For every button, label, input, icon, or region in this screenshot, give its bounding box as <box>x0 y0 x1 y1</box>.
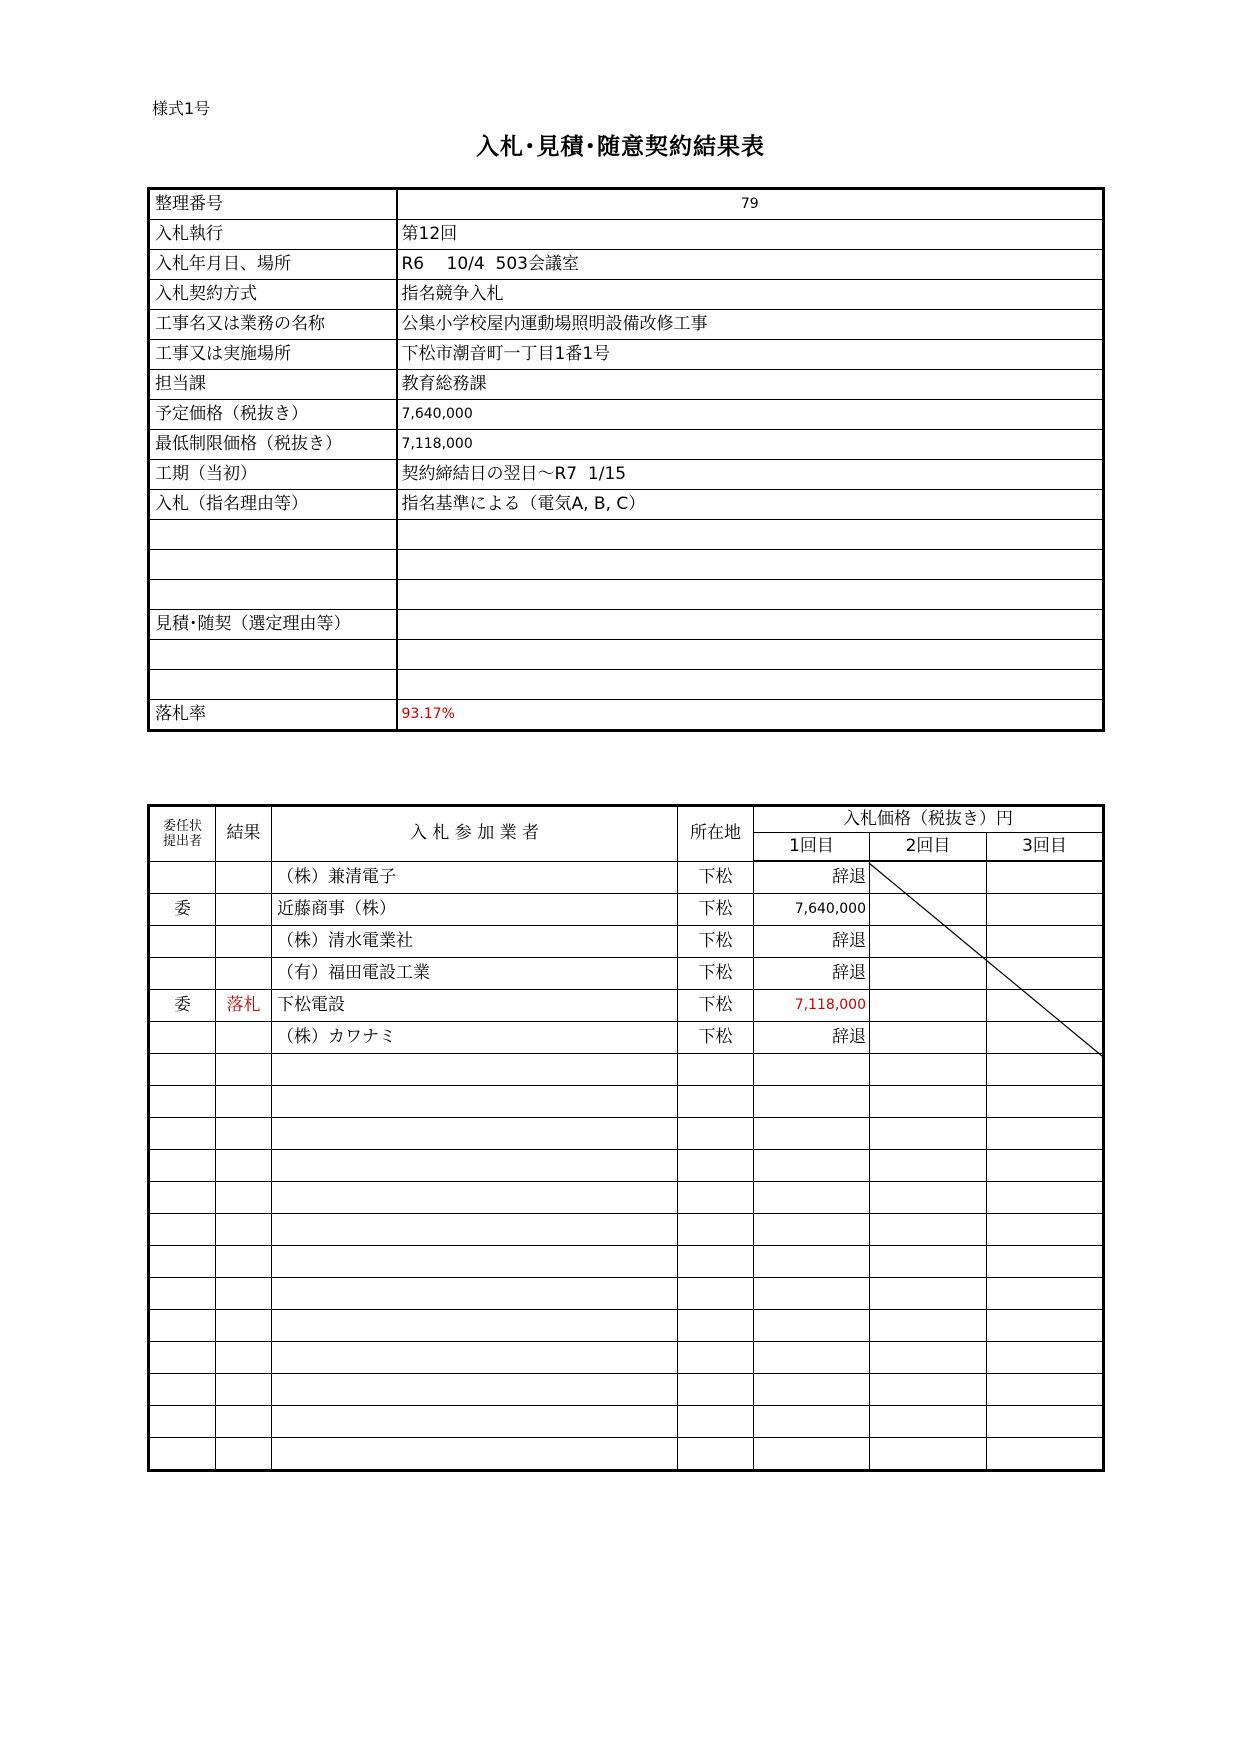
info-row-estimated-price <box>149 400 1104 430</box>
cell-proxy <box>149 861 216 894</box>
cell-result <box>216 1150 272 1182</box>
bidder-row <box>149 1086 1104 1118</box>
cell-round3 <box>987 926 1104 958</box>
cell-round2 <box>870 1310 987 1342</box>
cell-round3 <box>987 1406 1104 1438</box>
cell-round1 <box>754 1342 870 1374</box>
bidder-row <box>149 1150 1104 1182</box>
info-row-reference-number <box>149 189 1104 220</box>
bidder-row <box>149 1278 1104 1310</box>
cell-round1 <box>754 1086 870 1118</box>
header-round1: 1回目 <box>754 833 870 862</box>
cell-location <box>678 1182 754 1214</box>
cell-round3 <box>987 1054 1104 1086</box>
cell-round2 <box>870 1182 987 1214</box>
cell-proxy <box>149 1086 216 1118</box>
cell-result <box>216 1438 272 1471</box>
info-label: 工事又は実施場所 <box>149 340 397 370</box>
cell-round2 <box>870 1406 987 1438</box>
info-value: 指名競争入札 <box>397 280 1104 310</box>
cell-location: 下松 <box>678 1022 754 1054</box>
cell-location <box>678 1374 754 1406</box>
info-label <box>149 640 397 670</box>
cell-round3 <box>987 1278 1104 1310</box>
cell-proxy <box>149 1278 216 1310</box>
info-value <box>397 580 1104 610</box>
header-location: 所在地 <box>678 806 754 862</box>
cell-proxy <box>149 958 216 990</box>
cell-result <box>216 861 272 894</box>
info-row-work-name <box>149 310 1104 340</box>
info-label <box>149 550 397 580</box>
cell-round1 <box>754 1310 870 1342</box>
header-bidder: 入 札 参 加 業 者 <box>272 806 678 862</box>
cell-proxy <box>149 1438 216 1471</box>
cell-result <box>216 958 272 990</box>
cell-location <box>678 1118 754 1150</box>
cell-location <box>678 1214 754 1246</box>
cell-round3 <box>987 990 1104 1022</box>
cell-bidder-name: 下松電設 <box>272 990 678 1022</box>
cell-result <box>216 1214 272 1246</box>
cell-round2 <box>870 1438 987 1471</box>
info-label: 最低制限価格（税抜き） <box>149 430 397 460</box>
info-value: R6 10/4 503会議室 <box>397 250 1104 280</box>
bidder-row <box>149 1406 1104 1438</box>
info-row-work-location <box>149 340 1104 370</box>
cell-round2 <box>870 958 987 990</box>
cell-location: 下松 <box>678 958 754 990</box>
info-row-blank <box>149 640 1104 670</box>
bidder-row <box>149 1214 1104 1246</box>
cell-proxy <box>149 1406 216 1438</box>
bidder-row <box>149 1118 1104 1150</box>
info-label: 入札契約方式 <box>149 280 397 310</box>
info-label: 整理番号 <box>149 189 397 220</box>
cell-bidder-name <box>272 1246 678 1278</box>
cell-location <box>678 1310 754 1342</box>
info-value: 公集小学校屋内運動場照明設備改修工事 <box>397 310 1104 340</box>
info-label: 入札年月日、場所 <box>149 250 397 280</box>
page-title: 入札･見積･随意契約結果表 <box>476 134 765 160</box>
cell-proxy <box>149 1342 216 1374</box>
cell-bidder-name <box>272 1342 678 1374</box>
contract-info-table <box>147 187 1105 732</box>
cell-round3 <box>987 1374 1104 1406</box>
info-value: 7,118,000 <box>397 430 1104 460</box>
cell-bidder-name: （株）兼清電子 <box>272 861 678 894</box>
cell-round1: 辞退 <box>754 861 870 894</box>
bidder-row <box>149 1246 1104 1278</box>
cell-round2 <box>870 1278 987 1310</box>
cell-proxy <box>149 1118 216 1150</box>
cell-bidder-name <box>272 1374 678 1406</box>
info-row-department <box>149 370 1104 400</box>
cell-round1 <box>754 1054 870 1086</box>
info-value: 契約締結日の翌日～R7 1/15 <box>397 460 1104 490</box>
bidder-row <box>149 1182 1104 1214</box>
header-price-group: 入札価格（税抜き）円 <box>754 806 1104 833</box>
info-row-date-place <box>149 250 1104 280</box>
cell-proxy <box>149 1246 216 1278</box>
cell-bidder-name <box>272 1310 678 1342</box>
cell-result <box>216 1342 272 1374</box>
info-value <box>397 520 1104 550</box>
cell-round1 <box>754 1374 870 1406</box>
cell-round1 <box>754 1182 870 1214</box>
cell-round2 <box>870 1150 987 1182</box>
bidders-header-row <box>149 806 1104 833</box>
cell-location: 下松 <box>678 894 754 926</box>
cell-round3 <box>987 894 1104 926</box>
bidders-table <box>147 804 1105 1472</box>
cell-round1 <box>754 1214 870 1246</box>
cell-result <box>216 1406 272 1438</box>
cell-location: 下松 <box>678 926 754 958</box>
info-row-bid-execution <box>149 220 1104 250</box>
bidder-row <box>149 1438 1104 1471</box>
cell-round2 <box>870 1246 987 1278</box>
cell-round1: 辞退 <box>754 958 870 990</box>
info-label <box>149 580 397 610</box>
info-label: 見積･随契（選定理由等） <box>149 610 397 640</box>
cell-proxy <box>149 926 216 958</box>
cell-round3 <box>987 1150 1104 1182</box>
bidder-row <box>149 1374 1104 1406</box>
info-label: 入札執行 <box>149 220 397 250</box>
cell-round1: 辞退 <box>754 926 870 958</box>
cell-result <box>216 1022 272 1054</box>
cell-proxy <box>149 1214 216 1246</box>
header-result: 結果 <box>216 806 272 862</box>
info-value: 教育総務課 <box>397 370 1104 400</box>
header-proxy-line1: 委任状 <box>162 818 202 834</box>
cell-result <box>216 1246 272 1278</box>
cell-round1 <box>754 1278 870 1310</box>
info-label: 工期（当初） <box>149 460 397 490</box>
info-label: 工事名又は業務の名称 <box>149 310 397 340</box>
cell-round3 <box>987 1086 1104 1118</box>
cell-proxy <box>149 1310 216 1342</box>
cell-round2 <box>870 1214 987 1246</box>
info-value: 第12回 <box>397 220 1104 250</box>
cell-round3 <box>987 1438 1104 1471</box>
cell-result <box>216 1182 272 1214</box>
cell-result <box>216 1278 272 1310</box>
info-row-blank <box>149 670 1104 700</box>
bidder-row <box>149 1022 1104 1054</box>
cell-result <box>216 926 272 958</box>
cell-bidder-name <box>272 1438 678 1471</box>
cell-round1 <box>754 1150 870 1182</box>
info-row-minimum-price <box>149 430 1104 460</box>
info-row-blank <box>149 580 1104 610</box>
cell-location <box>678 1150 754 1182</box>
cell-result <box>216 1086 272 1118</box>
info-value <box>397 640 1104 670</box>
info-row-contract-method <box>149 280 1104 310</box>
cell-location <box>678 1054 754 1086</box>
cell-location: 下松 <box>678 990 754 1022</box>
cell-round3 <box>987 958 1104 990</box>
cell-proxy <box>149 1150 216 1182</box>
cell-bidder-name: （有）福田電設工業 <box>272 958 678 990</box>
cell-round3 <box>987 1310 1104 1342</box>
info-label: 入札（指名理由等） <box>149 490 397 520</box>
cell-bidder-name: （株）清水電業社 <box>272 926 678 958</box>
cell-bidder-name: （株）カワナミ <box>272 1022 678 1054</box>
cell-location <box>678 1406 754 1438</box>
cell-proxy <box>149 1182 216 1214</box>
cell-bidder-name <box>272 1054 678 1086</box>
info-row-blank <box>149 550 1104 580</box>
cell-location <box>678 1342 754 1374</box>
bidder-row <box>149 990 1104 1022</box>
info-label: 予定価格（税抜き） <box>149 400 397 430</box>
cell-round2 <box>870 894 987 926</box>
cell-result <box>216 1054 272 1086</box>
info-row-bid-reason <box>149 490 1104 520</box>
info-value: 93.17% <box>397 700 1104 731</box>
cell-round1 <box>754 1438 870 1471</box>
cell-result <box>216 1310 272 1342</box>
cell-round3 <box>987 1214 1104 1246</box>
info-value: 指名基準による（電気A, B, C） <box>397 490 1104 520</box>
info-value <box>397 550 1104 580</box>
cell-location <box>678 1086 754 1118</box>
bidder-row <box>149 894 1104 926</box>
cell-proxy: 委 <box>149 990 216 1022</box>
cell-round3 <box>987 861 1104 894</box>
cell-round2 <box>870 861 987 894</box>
info-value <box>397 610 1104 640</box>
cell-bidder-name <box>272 1150 678 1182</box>
cell-proxy <box>149 1374 216 1406</box>
info-value: 下松市潮音町一丁目1番1号 <box>397 340 1104 370</box>
cell-location <box>678 1438 754 1471</box>
cell-result: 落札 <box>216 990 272 1022</box>
cell-bidder-name <box>272 1086 678 1118</box>
info-row-award-rate <box>149 700 1104 731</box>
cell-round2 <box>870 990 987 1022</box>
bidder-row <box>149 1342 1104 1374</box>
cell-proxy <box>149 1022 216 1054</box>
cell-round3 <box>987 1342 1104 1374</box>
cell-round1 <box>754 1118 870 1150</box>
cell-bidder-name <box>272 1182 678 1214</box>
header-proxy <box>149 806 216 862</box>
bidder-row <box>149 1054 1104 1086</box>
header-round3: 3回目 <box>987 833 1104 862</box>
bidder-row <box>149 958 1104 990</box>
cell-bidder-name: 近藤商事（株） <box>272 894 678 926</box>
info-row-blank <box>149 520 1104 550</box>
cell-round1: 7,118,000 <box>754 990 870 1022</box>
cell-bidder-name <box>272 1406 678 1438</box>
info-row-quote-reason <box>149 610 1104 640</box>
header-proxy-line2: 提出者 <box>162 833 202 849</box>
cell-round2 <box>870 1054 987 1086</box>
cell-round2 <box>870 1022 987 1054</box>
cell-proxy <box>149 1054 216 1086</box>
header-round2: 2回目 <box>870 833 987 862</box>
cell-round3 <box>987 1182 1104 1214</box>
cell-round3 <box>987 1246 1104 1278</box>
info-label: 落札率 <box>149 700 397 731</box>
cell-result <box>216 894 272 926</box>
info-value <box>397 670 1104 700</box>
cell-round1 <box>754 1246 870 1278</box>
cell-round2 <box>870 1342 987 1374</box>
cell-round1: 辞退 <box>754 1022 870 1054</box>
info-label <box>149 670 397 700</box>
cell-location: 下松 <box>678 861 754 894</box>
info-row-construction-period <box>149 460 1104 490</box>
cell-round1 <box>754 1406 870 1438</box>
cell-round2 <box>870 1118 987 1150</box>
bidder-row <box>149 861 1104 894</box>
cell-round1: 7,640,000 <box>754 894 870 926</box>
bidder-row <box>149 1310 1104 1342</box>
cell-proxy: 委 <box>149 894 216 926</box>
cell-bidder-name <box>272 1278 678 1310</box>
cell-result <box>216 1374 272 1406</box>
cell-round2 <box>870 1374 987 1406</box>
form-number: 様式1号 <box>152 99 211 118</box>
cell-bidder-name <box>272 1214 678 1246</box>
info-label <box>149 520 397 550</box>
cell-location <box>678 1278 754 1310</box>
cell-bidder-name <box>272 1118 678 1150</box>
cell-location <box>678 1246 754 1278</box>
info-label: 担当課 <box>149 370 397 400</box>
cell-round3 <box>987 1022 1104 1054</box>
cell-round3 <box>987 1118 1104 1150</box>
info-value: 79 <box>397 189 1104 220</box>
info-value: 7,640,000 <box>397 400 1104 430</box>
cell-round2 <box>870 926 987 958</box>
cell-round2 <box>870 1086 987 1118</box>
cell-result <box>216 1118 272 1150</box>
bidder-row <box>149 926 1104 958</box>
